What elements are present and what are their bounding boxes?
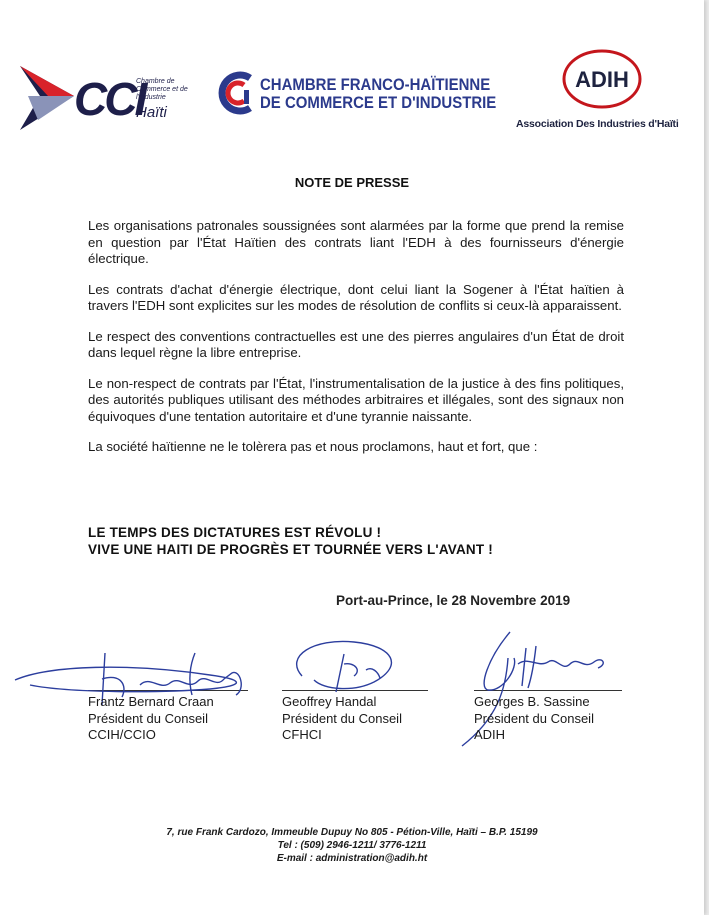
body-text <box>88 218 624 470</box>
cfhci-logo <box>214 70 504 118</box>
footer-contact <box>0 826 704 865</box>
paragraph: Le respect des conventions contractuelles est une des pierres angulaires d'un État de droit dans lequel règne la libre entreprise. <box>88 328 624 360</box>
signature-handal-icon <box>284 636 414 702</box>
signatory-org: ADIH <box>474 727 506 742</box>
signatory-name: Geoffrey Handal <box>282 694 377 709</box>
cci-chevron-icon <box>18 60 78 134</box>
signatory-block <box>88 694 214 744</box>
signatory-org: CFHCI <box>282 727 322 742</box>
place-date: Port-au-Prince, le 28 Novembre 2019 <box>336 593 571 608</box>
paragraph: Les organisations patronales soussignées sont alarmées par la forme que prend la remise en question par l'État Haïtien des contrats liant l'EDH à des fournisseurs d'énergie électrique. <box>88 218 624 266</box>
footer-email: E-mail : administration@adih.ht <box>276 853 428 864</box>
document-title: NOTE DE PRESSE <box>294 175 410 190</box>
slogan-line: VIVE UNE HAITI DE PROGRÈS ET TOURNÉE VERS L'AVANT ! <box>88 541 493 557</box>
cfhci-emblem-icon <box>214 70 258 116</box>
signatory-role: Président du Conseil <box>88 710 208 726</box>
signatory-block <box>282 694 402 744</box>
signatory-role: Président du Conseil <box>474 710 594 726</box>
signatory-name: Georges B. Sassine <box>474 694 590 709</box>
footer-address: 7, rue Frank Cardozo, Immeuble Dupuy No 805 - Pétion-Ville, Haïti – B.P. 15199 <box>166 827 538 838</box>
paragraph: La société haïtienne ne le tolèrera pas et nous proclamons, haut et fort, que : <box>88 439 538 454</box>
signatory-block <box>474 694 594 744</box>
cci-acronym: CCI <box>74 73 145 125</box>
paragraph: Le non-respect de contrats par l'État, l'instrumentalisation de la justice à des fins politiques, des autorités publiques utilisant des méthodes arbitraires et illégales, sont des signaux non équivoques d'une tentation autoritaire et d'une tyrannie naissante. <box>88 375 624 424</box>
signatory-role: Président du Conseil <box>282 710 402 726</box>
cci-country: Haïti <box>136 104 167 121</box>
slogan-line: LE TEMPS DES DICTATURES EST RÉVOLU ! <box>88 525 382 540</box>
cci-small-text: Chambre de Commerce et de l'Industrie <box>136 78 188 101</box>
cci-logo <box>18 60 188 134</box>
cfhci-name-line2: DE COMMERCE ET D'INDUSTRIE <box>260 93 497 112</box>
adih-acronym: ADIH <box>575 67 629 92</box>
signatory-name: Frantz Bernard Craan <box>88 694 214 709</box>
adih-emblem-icon <box>512 46 692 116</box>
slogans <box>88 525 493 558</box>
adih-caption: Association Des Industries d'Haïti <box>516 118 679 130</box>
signatory-org: CCIH/CCIO <box>88 727 156 742</box>
adih-logo <box>512 46 692 136</box>
cfhci-name-line1: CHAMBRE FRANCO-HAÏTIENNE <box>260 75 491 94</box>
footer-phone: Tel : (509) 2946-1211/ 3776-1211 <box>277 840 427 851</box>
paragraph: Les contrats d'achat d'énergie électrique, dont celui liant la Sogener à l'État haïtien à travers l'EDH sont explicites sur les modes de résolution de conflits si ceux-là apparaissent. <box>88 281 624 313</box>
